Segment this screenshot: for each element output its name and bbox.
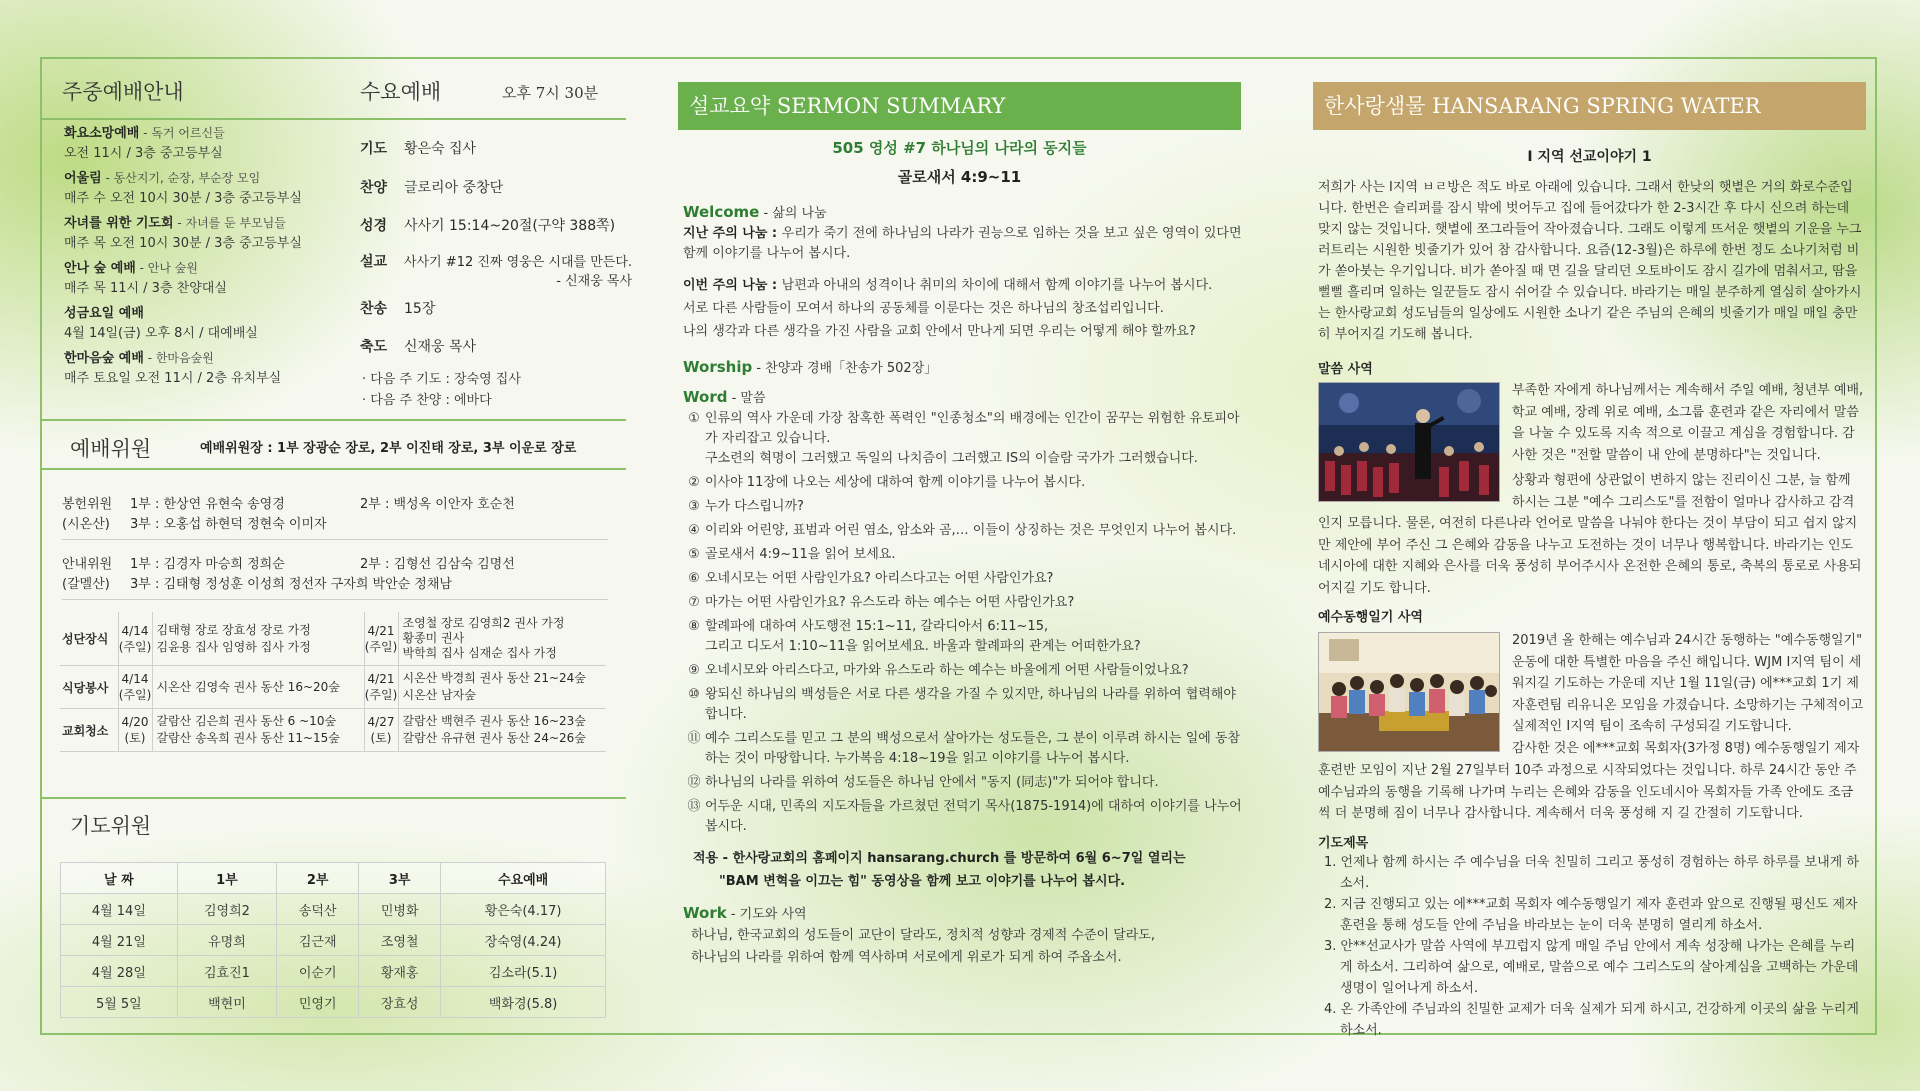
- spring-intro: 저희가 사는 I지역 ㅂㄹ방은 적도 바로 아래에 있습니다. 그래서 한낮의 햇볕은 거의 화로수준입니다. 한번은 슬리퍼를 잠시 밖에 벗어두고 집에 들어갔다가 한 2-3시간 후 다시 신으려 하는데 맞지 않는 것입니다. 햇볕에 쪼그라들어 작아졌습니다. 그래도 이렇게 뜨서운 햇볕의 기운을 누그러트리는 시원한 빗줄기가 있어 참 감사합니다. 요즘(12-3월)은 하루에 한번 정도 소나기처럼 비가 쏟아붓는 우기입니다. 비가 쏟아질 때 면 길을 달리던 오토바이도 잠시 길가에 멈춰서고, 땀을 뻘뻘 흘리며 일하는 일꾼들도 잠시 쉬어갈 수 있습니다. 바라기는 매일 분주하게 열심히 살아가시는 한사랑교회 성도님들의 일상에도 시원한 소나기 같은 주님의 은혜의 빗줄기가 매일 매일 충만히 부어지길 기도해 봅니다.: [1318, 180, 1862, 342]
- wed-row-prayer: 기도 황은숙 집사: [360, 141, 477, 157]
- word-ministry-text-b: 상황과 형편에 상관없이 변하지 않는 진리이신 그분, 늘 함께 하시는 그분 "예수 그리스도"를 전함이 얼마나 감사하고 감격: [1512, 473, 1855, 510]
- list-item: ⑧ 할례파에 대하여 사도행전 15:1~11, 갈라디아서 6:11~15, 그리고 디도서 1:10~11을 읽어보세요. 바울과 할례파의 관계는 어떠한가요?: [688, 619, 1141, 654]
- prayer-topics-list: [1324, 852, 1864, 1041]
- group-photo: [1318, 632, 1500, 752]
- wed-row-sermon: 설교 사사기 #12 진짜 영웅은 시대를 만든다. - 신재웅 목사: [360, 254, 633, 289]
- sermon-body: [683, 202, 1243, 969]
- duty-row: 식당봉사 4/14 (주일) 시온산 김영숙 권사 동산 16~20숲 4/21 (주일) 시온산 박경희 권사 동산 21~24숲 시온산 남자숲: [60, 666, 606, 709]
- divider: [40, 118, 626, 120]
- diary-ministry-text-a: 2019년 올 한해는 예수님과 24시간 동행하는 "예수동행일기" 운동에 대한 특별한 마음을 주신 해입니다. WJM I지역 팀이 세워지길 기도하는 가운데 지난 1월 11일(금) 에***교회 1기 제자훈련팀 리유니온 모임을 가졌습니다. 소망하기는 구체적이고 실제적인 I지역 팀이 조속히 구성되길 기도합니다.: [1512, 633, 1864, 734]
- sermon-verse: 골로새서 4:9~11: [897, 168, 1022, 186]
- work-prayer: 하나님, 한국교회의 성도들이 교단이 달라도, 정치적 성향과 경제적 수준이 달라도, 하나님의 나라를 위하여 함께 역사하며 서로에게 위로가 되게 하여 주옵소서.: [691, 928, 1156, 965]
- offering-committee: 봉헌위원 1부 : 한상연 유현숙 송영경 2부 : 백성옥 이안자 호순천 (시온산) 3부 : 오홍섭 하현덕 정현숙 이미자: [62, 495, 608, 540]
- list-item: ⑥ 오네시모는 어떤 사람인가요? 아리스다고는 어떤 사람인가요?: [688, 571, 1054, 586]
- list-item: ⑤ 골로새서 4:9~11을 읽어 보세요.: [688, 547, 896, 562]
- duty-table: [60, 612, 606, 752]
- diary-ministry-text-b: 감사한 것은 에***교회 목회자(3가정 8명) 예수동행일기 제자: [1512, 741, 1860, 756]
- table-row: 4월 28일 김효진1 이순기 황재홍 김소라(5.1): [61, 956, 606, 987]
- group-photo-image: [1319, 633, 1500, 752]
- prayer-table: [60, 862, 606, 1018]
- divider: [40, 797, 626, 799]
- list-item: ⑦ 마가는 어떤 사람인가요? 유스도라 하는 예수는 어떤 사람인가요?: [688, 595, 1075, 610]
- service-item: 화요소망예배 - 독거 어르신들 오전 11시 / 3층 중고등부실: [64, 126, 225, 161]
- committee-head: 예배위원장 : 1부 장광순 장로, 2부 이진태 장로, 3부 이운로 장로: [200, 441, 577, 456]
- spring-water-header: 한사랑샘물 HANSARANG SPRING WATER: [1313, 82, 1866, 130]
- list-item: ⑨ 오네시모와 아리스다고, 마가와 유스도라 하는 예수는 바울에게 어떤 사람들이었나요?: [688, 663, 1189, 678]
- divider: [40, 419, 626, 421]
- list-item: ⑪ 예수 그리스도를 믿고 그 분의 백성으로서 살아가는 성도들은, 그 분이 이루려 하시는 일에 동참하는 것이 마땅합니다. 누가복음 4:18~19을 읽고 이야기를 나누어 봅시다.: [687, 731, 1241, 766]
- service-item: 자녀를 위한 기도회 - 자녀를 둔 부모님들 매주 목 오전 10시 30분 / 3층 중고등부실: [64, 216, 302, 251]
- list-item: ② 이사야 11장에 나오는 세상에 대하여 함께 이야기를 나누어 봅시다.: [688, 475, 1086, 490]
- list-item: 2. 지금 진행되고 있는 에***교회 목회자 예수동행일기 제자 훈련과 앞으로 진행될 평신도 제자 훈련을 통해 성도들 안에 주님을 바라보는 눈이 더욱 분명히 열리게 하소서.: [1324, 897, 1858, 933]
- list-item: ④ 이리와 어린양, 표범과 어린 염소, 암소와 곰,… 이들이 상징하는 것은 무엇인지 나누어 봅시다.: [688, 523, 1237, 538]
- list-item: 1. 언제나 함께 하시는 주 예수님을 더욱 친밀히 그리고 풍성히 경험하는 하루 하루를 보내게 하소서.: [1324, 855, 1859, 891]
- service-item: 어울림 - 동산지기, 순장, 부순장 모임 매주 수 오전 10시 30분 / 3층 중고등부실: [64, 171, 302, 206]
- list-item: 3. 안**선교사가 말씀 사역에 부끄럽지 않게 매일 주님 안에서 계속 성장해 나가는 은혜를 누리게 하소서. 그리하여 삶으로, 예배로, 말씀으로 예수 그리스도의 살아계심을 고백하는 가운데 생명이 일어나게 하소서.: [1324, 939, 1859, 996]
- prayer-topics-heading: 기도제목: [1318, 836, 1369, 851]
- welcome-heading: Welcome - 삶의 나눔: [683, 203, 827, 221]
- wednesday-service-time: 오후 7시 30분: [502, 84, 599, 102]
- next-prayer: · 다음 주 기도 : 장숙영 집사: [362, 372, 521, 387]
- list-item: ⑬ 어두운 시대, 민족의 지도자들을 가르쳤던 전덕기 목사(1875-1914)에 대하여 이야기를 나누어 봅시다.: [687, 799, 1242, 834]
- duty-row: 성단장식 4/14 (주일) 김태형 장로 장효성 장로 가정 김윤용 집사 임영하 집사 가정 4/21 (주일) 조영철 장로 김영희2 권사 가정 황종미 권사 박학희 집사 심재순 집사 가정: [60, 612, 606, 666]
- service-item: 한마음숲 예배 - 한마음숲원 매주 토요일 오전 11시 / 2층 유치부실: [64, 351, 282, 386]
- table-row: 4월 14일 김영희2 송덕산 민병화 황은숙(4.17): [61, 894, 606, 925]
- wed-row-praise: 찬양 글로리아 중창단: [360, 180, 504, 196]
- prayer-table-header: 날 짜 1부 2부 3부 수요예배: [61, 863, 606, 894]
- next-praise: · 다음 주 찬양 : 에바다: [362, 393, 492, 408]
- list-item: ③ 누가 다스립니까?: [688, 499, 804, 514]
- word-heading: Word - 말씀: [683, 388, 766, 406]
- service-item: 성금요일 예배 4월 14일(금) 오후 8시 / 대예배실: [64, 306, 258, 341]
- service-item: 안나 숲 예배 - 안나 숲원 매주 목 11시 / 3층 찬양대실: [64, 261, 227, 296]
- table-row: 5월 5일 백현미 민영기 장효성 백화경(5.8): [61, 987, 606, 1018]
- table-row: 4월 21일 유명희 김근재 조영철 장숙영(4.24): [61, 925, 606, 956]
- weekday-services-title: 주중예배안내: [62, 80, 184, 104]
- preaching-photo-image: [1319, 383, 1500, 502]
- preaching-photo: [1318, 382, 1500, 502]
- spring-title: I 지역 선교이야기 1: [1527, 149, 1652, 165]
- application: 적용 - 한사랑교회의 홈페이지 hansarang.church 를 방문하여 6월 6~7일 열리는 "BAM 변혁을 이끄는 힘" 동영상을 함께 보고 이야기를 나누어 봅시다.: [693, 851, 1186, 889]
- last-week-sharing: 지난 주의 나눔 : 우리가 죽기 전에 하나님의 나라가 권능으로 임하는 것을 보고 싶은 영역이 있다면 함께 이야기를 나누어 봅시다.: [683, 226, 1242, 261]
- list-item: ① 인류의 역사 가운데 가장 참혹한 폭력인 "인종청소"의 배경에는 인간이 꿈꾸는 위험한 유토피아가 자리잡고 있습니다. 구소련의 혁명이 그러했고 독일의 나치즘이 그러했고 IS의 이슬람 국가가 그러했습니다.: [688, 411, 1240, 466]
- usher-committee: 안내위원 1부 : 김경자 마승희 정희순 2부 : 김형선 김삼숙 김명선 (갈멜산) 3부 : 김태형 정성훈 이성희 정선자 구자희 박안순 정채남: [62, 555, 608, 600]
- prayer-committee-title: 기도위원: [70, 814, 152, 838]
- duty-row: 교회청소 4/20 (토) 갈람산 김은희 권사 동산 6 ~10숲 갈람산 송옥희 권사 동산 11~15숲 4/27 (토) 갈람산 백현주 권사 동산 16~23숲 갈람산 유규현 권사 동산 24~26숲: [60, 709, 606, 752]
- work-heading: Work - 기도와 사역: [683, 904, 807, 922]
- wed-row-benediction: 축도 신재웅 목사: [360, 339, 477, 355]
- diary-ministry-heading: 예수동행일기 사역: [1318, 610, 1423, 625]
- wednesday-service-title: 수요예배: [360, 80, 442, 104]
- worship-heading: Worship - 찬양과 경배「찬송가 502장」: [683, 358, 938, 376]
- this-week-sharing: 이번 주의 나눔 : 남편과 아내의 성격이나 취미의 차이에 대해서 함께 이야기를 나누어 봅시다. 서로 다른 사람들이 모여서 하나의 공동체를 이룬다는 것은 하나님의 창조섭리입니다. 나의 생각과 다른 생각을 가진 사람을 교회 안에서 만나게 되면 우리는 어떻게 해야 할까요?: [683, 278, 1213, 339]
- service-list: [64, 123, 354, 389]
- sermon-summary-header: 설교요약 SERMON SUMMARY: [678, 82, 1241, 130]
- word-ministry-heading: 말씀 사역: [1318, 362, 1373, 377]
- divider: [40, 468, 626, 470]
- wed-row-hymn: 찬송 15장: [360, 301, 436, 317]
- discussion-list: [683, 409, 1243, 837]
- list-item: ⑫ 하나님의 나라를 위하여 성도들은 하나님 안에서 "동지 (同志)"가 되어야 합니다.: [687, 775, 1159, 790]
- word-ministry-text-a: 부족한 자에게 하나님께서는 계속해서 주일 예배, 청년부 예배, 학교 예배, 장례 위로 예배, 소그룹 훈련과 같은 자리에서 말씀을 나눌 수 있도록 지속 적으로 이끌고 계심을 경험합니다. 감사한 것은 "전할 말씀이 내 안에 분명하다"는 것입니다.: [1512, 383, 1864, 463]
- wed-row-scripture: 성경 사사기 15:14~20절(구약 388쪽): [360, 218, 616, 234]
- list-item: ⑩ 왕되신 하나님의 백성들은 서로 다른 생각을 가질 수 있지만, 하나님의 나라를 위하여 협력해야 합니다.: [688, 687, 1236, 722]
- committee-title: 예배위원: [70, 437, 152, 461]
- sermon-title: 505 영성 #7 하나님의 나라의 동지들: [832, 139, 1087, 157]
- diary-ministry-text-c: 훈련반 모임이 지난 2월 27일부터 10주 과정으로 시작되었다는 것입니다. 하루 24시간 동안 주 예수님과의 동행을 기록해 나가며 누리는 은혜와 감동을 인도네시아 목회자들 가족 안에도 조금씩 더 분명해 짐이 너무나 감사합니다. 계속해서 더욱 풍성해 지 길 간절히 기도합니다.: [1318, 763, 1857, 821]
- word-ministry-text-c: 인지 모릅니다. 물론, 여전히 다른나라 언어로 말씀을 나눠야 한다는 것이 부담이 되고 쉽지 않지만 제안에 부어 주신 그 은혜와 감동을 나누고 도전하는 것이 너무나 행복합니다. 바라기는 인도네시아에 대한 지혜와 은사를 더욱 풍성히 부어주시사 온전한 은혜의 통로, 축복의 통로로 사용되어지길 기도 합니다.: [1318, 516, 1862, 596]
- list-item: 4. 온 가족안에 주님과의 친밀한 교제가 더욱 실제가 되게 하시고, 건강하게 이곳의 삶을 누리게 하소서.: [1324, 1002, 1859, 1038]
